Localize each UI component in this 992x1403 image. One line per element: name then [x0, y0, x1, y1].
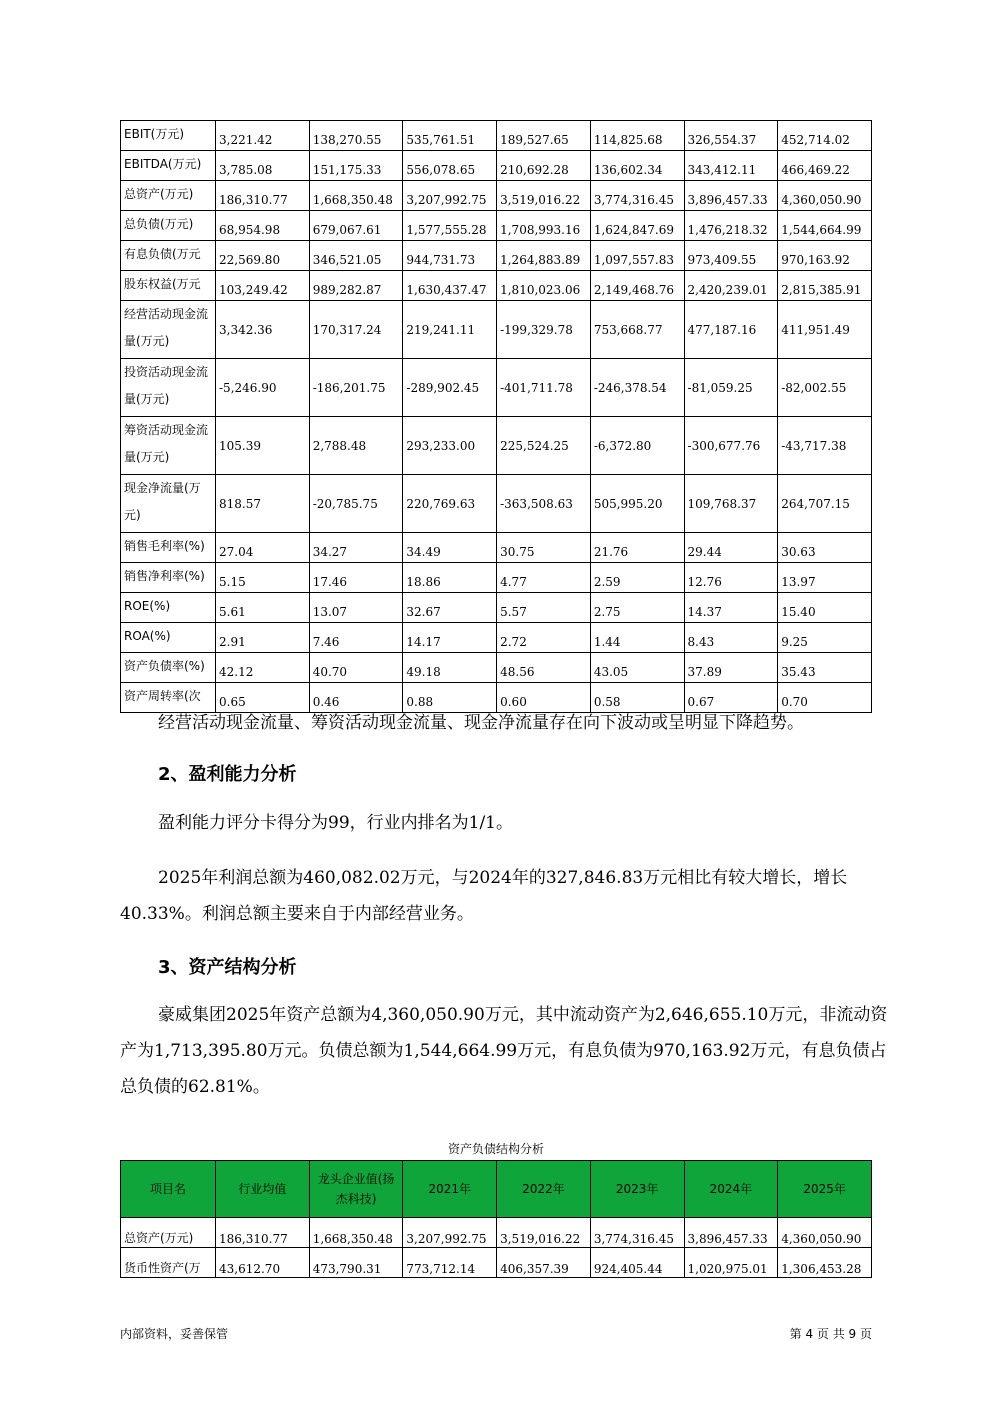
- table-cell: 1,630,437.47: [403, 271, 497, 301]
- table-cell: -81,059.25: [684, 359, 778, 417]
- table-cell: 0.67: [684, 683, 778, 713]
- row-label: 总资产(万元): [121, 181, 216, 211]
- table-cell: 43,612.70: [216, 1248, 310, 1278]
- table-cell: 0.58: [590, 683, 684, 713]
- table-cell: 14.37: [684, 593, 778, 623]
- table-row: [121, 623, 872, 653]
- row-label: ROA(%): [121, 623, 216, 653]
- table-cell: 114,825.68: [590, 121, 684, 151]
- financial-indicators-table: [120, 120, 872, 713]
- table-cell: 5.15: [216, 563, 310, 593]
- table-cell: 326,554.37: [684, 121, 778, 151]
- table-cell: 220,769.63: [403, 475, 497, 533]
- table-cell: 2.72: [497, 623, 591, 653]
- table-cell: 29.44: [684, 533, 778, 563]
- table-row: [121, 475, 872, 533]
- row-label: 资产负债率(%): [121, 653, 216, 683]
- table-row: [121, 417, 872, 475]
- row-label: 筹资活动现金流量(万元): [121, 417, 216, 475]
- table-cell: 3,207,992.75: [403, 1218, 497, 1248]
- table-cell: 186,310.77: [216, 1218, 310, 1248]
- row-label: EBIT(万元): [121, 121, 216, 151]
- table-cell: 9.25: [778, 623, 872, 653]
- footer-note: 内部资料，妥善保管: [120, 1327, 229, 1341]
- table-cell: 13.97: [778, 563, 872, 593]
- table-cell: 293,233.00: [403, 417, 497, 475]
- table-cell: 264,707.15: [778, 475, 872, 533]
- column-header: 行业均值: [216, 1161, 310, 1218]
- table-cell: 27.04: [216, 533, 310, 563]
- table-row: [121, 1218, 872, 1248]
- table-cell: 3,519,016.22: [497, 181, 591, 211]
- table-cell: 35.43: [778, 653, 872, 683]
- table-cell: 1,097,557.83: [590, 241, 684, 271]
- table-cell: 14.17: [403, 623, 497, 653]
- table-cell: -6,372.80: [590, 417, 684, 475]
- table-cell: -199,329.78: [497, 301, 591, 359]
- table-cell: 3,207,992.75: [403, 181, 497, 211]
- table-cell: 138,270.55: [309, 121, 403, 151]
- balance-structure-table: [120, 1160, 872, 1278]
- table-cell: 2.91: [216, 623, 310, 653]
- table-cell: 13.07: [309, 593, 403, 623]
- table-cell: 473,790.31: [309, 1248, 403, 1278]
- table-row: [121, 151, 872, 181]
- table-cell: -186,201.75: [309, 359, 403, 417]
- table-cell: 970,163.92: [778, 241, 872, 271]
- table-cell: 1,708,993.16: [497, 211, 591, 241]
- table-cell: 773,712.14: [403, 1248, 497, 1278]
- table-row: [121, 1248, 872, 1278]
- table-cell: 2,149,468.76: [590, 271, 684, 301]
- table-header-row: [121, 1161, 872, 1218]
- table-cell: 225,524.25: [497, 417, 591, 475]
- table-cell: 1,624,847.69: [590, 211, 684, 241]
- table-row: [121, 653, 872, 683]
- row-label: 销售净利率(%): [121, 563, 216, 593]
- table-cell: 0.70: [778, 683, 872, 713]
- table-cell: 0.88: [403, 683, 497, 713]
- table-cell: 109,768.37: [684, 475, 778, 533]
- table-row: [121, 533, 872, 563]
- table-cell: 989,282.87: [309, 271, 403, 301]
- row-label: 现金净流量(万元): [121, 475, 216, 533]
- table-cell: 3,774,316.45: [590, 181, 684, 211]
- table-cell: 3,896,457.33: [684, 1218, 778, 1248]
- table-cell: 34.27: [309, 533, 403, 563]
- table-cell: 15.40: [778, 593, 872, 623]
- table-cell: 0.46: [309, 683, 403, 713]
- row-label: 资产周转率(次: [121, 683, 216, 713]
- table-cell: 8.43: [684, 623, 778, 653]
- column-header: 2023年: [590, 1161, 684, 1218]
- column-header: 2021年: [403, 1161, 497, 1218]
- table-cell: 1,020,975.01: [684, 1248, 778, 1278]
- row-label: 总资产(万元): [121, 1218, 216, 1248]
- table-cell: 7.46: [309, 623, 403, 653]
- table-cell: 170,317.24: [309, 301, 403, 359]
- table-caption: 资产负债结构分析: [447, 1142, 544, 1156]
- table-cell: 3,519,016.22: [497, 1218, 591, 1248]
- table-cell: 2.75: [590, 593, 684, 623]
- asset-structure-heading: 3、资产结构分析: [158, 957, 297, 978]
- table-cell: 43.05: [590, 653, 684, 683]
- table-cell: 924,405.44: [590, 1248, 684, 1278]
- table-cell: 4,360,050.90: [778, 1218, 872, 1248]
- table-cell: 346,521.05: [309, 241, 403, 271]
- table-cell: 22,569.80: [216, 241, 310, 271]
- table-cell: 3,774,316.45: [590, 1218, 684, 1248]
- table-cell: 40.70: [309, 653, 403, 683]
- table-cell: 5.57: [497, 593, 591, 623]
- trend-paragraph: 经营活动现金流量、筹资活动现金流量、现金净流量存在向下波动或呈明显下降趋势。: [158, 713, 804, 733]
- table-cell: 4,360,050.90: [778, 181, 872, 211]
- table-cell: 48.56: [497, 653, 591, 683]
- table-cell: 1,668,350.48: [309, 181, 403, 211]
- table-cell: 1,476,218.32: [684, 211, 778, 241]
- table-cell: 3,342.36: [216, 301, 310, 359]
- table-cell: 452,714.02: [778, 121, 872, 151]
- table-cell: 944,731.73: [403, 241, 497, 271]
- table-cell: 973,409.55: [684, 241, 778, 271]
- table-cell: 210,692.28: [497, 151, 591, 181]
- table-cell: 30.75: [497, 533, 591, 563]
- table-row: [121, 593, 872, 623]
- table-row: [121, 271, 872, 301]
- table-cell: 68,954.98: [216, 211, 310, 241]
- table-cell: 406,357.39: [497, 1248, 591, 1278]
- table-cell: 186,310.77: [216, 181, 310, 211]
- table-cell: 49.18: [403, 653, 497, 683]
- table-cell: 505,995.20: [590, 475, 684, 533]
- row-label: 投资活动现金流量(万元): [121, 359, 216, 417]
- row-label: EBITDA(万元): [121, 151, 216, 181]
- table-row: [121, 181, 872, 211]
- table-cell: 18.86: [403, 563, 497, 593]
- column-header: 2022年: [497, 1161, 591, 1218]
- table-cell: 1,544,664.99: [778, 211, 872, 241]
- table-cell: 30.63: [778, 533, 872, 563]
- table-cell: 3,896,457.33: [684, 181, 778, 211]
- profit-paragraph: 2025年利润总额为460,082.02万元，与2024年的327,846.83万元相比有较大增长，增长40.33%。利润总额主要来自于内部经营业务。: [120, 868, 848, 924]
- assets-paragraph: 豪威集团2025年资产总额为4,360,050.90万元，其中流动资产为2,646,655.10万元，非流动资产为1,713,395.80万元。负债总额为1,544,664.99万元，有息负债为970,163.92万元，有息负债占总负债的62.81%。: [120, 1005, 888, 1097]
- table-row: [121, 241, 872, 271]
- table-row: [121, 301, 872, 359]
- table-cell: -43,717.38: [778, 417, 872, 475]
- table-row: [121, 359, 872, 417]
- table-cell: 1,264,883.89: [497, 241, 591, 271]
- table-cell: 679,067.61: [309, 211, 403, 241]
- row-label: 销售毛利率(%): [121, 533, 216, 563]
- table-cell: 136,602.34: [590, 151, 684, 181]
- table-cell: -300,677.76: [684, 417, 778, 475]
- row-label: 股东权益(万元: [121, 271, 216, 301]
- table-cell: 151,175.33: [309, 151, 403, 181]
- table-row: [121, 563, 872, 593]
- table-cell: 21.76: [590, 533, 684, 563]
- table-cell: 2.59: [590, 563, 684, 593]
- table-cell: 32.67: [403, 593, 497, 623]
- table-cell: 1.44: [590, 623, 684, 653]
- table-cell: 818.57: [216, 475, 310, 533]
- table-cell: -363,508.63: [497, 475, 591, 533]
- table-cell: 3,785.08: [216, 151, 310, 181]
- table-cell: 411,951.49: [778, 301, 872, 359]
- table-cell: 1,810,023.06: [497, 271, 591, 301]
- table-cell: 477,187.16: [684, 301, 778, 359]
- table-cell: 189,527.65: [497, 121, 591, 151]
- table-cell: -289,902.45: [403, 359, 497, 417]
- table-cell: 34.49: [403, 533, 497, 563]
- table-cell: 3,221.42: [216, 121, 310, 151]
- table-cell: 219,241.11: [403, 301, 497, 359]
- table-cell: -20,785.75: [309, 475, 403, 533]
- page-number: 第 4 页 共 9 页: [789, 1327, 872, 1341]
- table-cell: 753,668.77: [590, 301, 684, 359]
- row-label: 有息负债(万元: [121, 241, 216, 271]
- column-header: 2024年: [684, 1161, 778, 1218]
- table-cell: 103,249.42: [216, 271, 310, 301]
- table-cell: 37.89: [684, 653, 778, 683]
- row-label: 总负债(万元): [121, 211, 216, 241]
- table-cell: 343,412.11: [684, 151, 778, 181]
- table-cell: 556,078.65: [403, 151, 497, 181]
- row-label: 货币性资产(万: [121, 1248, 216, 1278]
- table-cell: 12.76: [684, 563, 778, 593]
- row-label: 经营活动现金流量(万元): [121, 301, 216, 359]
- table-row: [121, 211, 872, 241]
- table-cell: 4.77: [497, 563, 591, 593]
- column-header: 项目名: [121, 1161, 216, 1218]
- score-paragraph: 盈利能力评分卡得分为99，行业内排名为1/1。: [158, 813, 513, 833]
- table-cell: 5.61: [216, 593, 310, 623]
- table-cell: 466,469.22: [778, 151, 872, 181]
- table-cell: 535,761.51: [403, 121, 497, 151]
- table-cell: 2,815,385.91: [778, 271, 872, 301]
- table-cell: 0.60: [497, 683, 591, 713]
- table-cell: 0.65: [216, 683, 310, 713]
- table-cell: 42.12: [216, 653, 310, 683]
- table-cell: -82,002.55: [778, 359, 872, 417]
- table-cell: 17.46: [309, 563, 403, 593]
- table-cell: 105.39: [216, 417, 310, 475]
- table-cell: -246,378.54: [590, 359, 684, 417]
- table-cell: -401,711.78: [497, 359, 591, 417]
- table-cell: -5,246.90: [216, 359, 310, 417]
- table-row: [121, 121, 872, 151]
- table-cell: 1,668,350.48: [309, 1218, 403, 1248]
- profitability-heading: 2、盈利能力分析: [158, 764, 297, 785]
- table-cell: 2,420,239.01: [684, 271, 778, 301]
- row-label: ROE(%): [121, 593, 216, 623]
- column-header: 2025年: [778, 1161, 872, 1218]
- table-cell: 1,577,555.28: [403, 211, 497, 241]
- table-cell: 1,306,453.28: [778, 1248, 872, 1278]
- column-header: 龙头企业值(扬杰科技): [309, 1161, 403, 1218]
- table-cell: 2,788.48: [309, 417, 403, 475]
